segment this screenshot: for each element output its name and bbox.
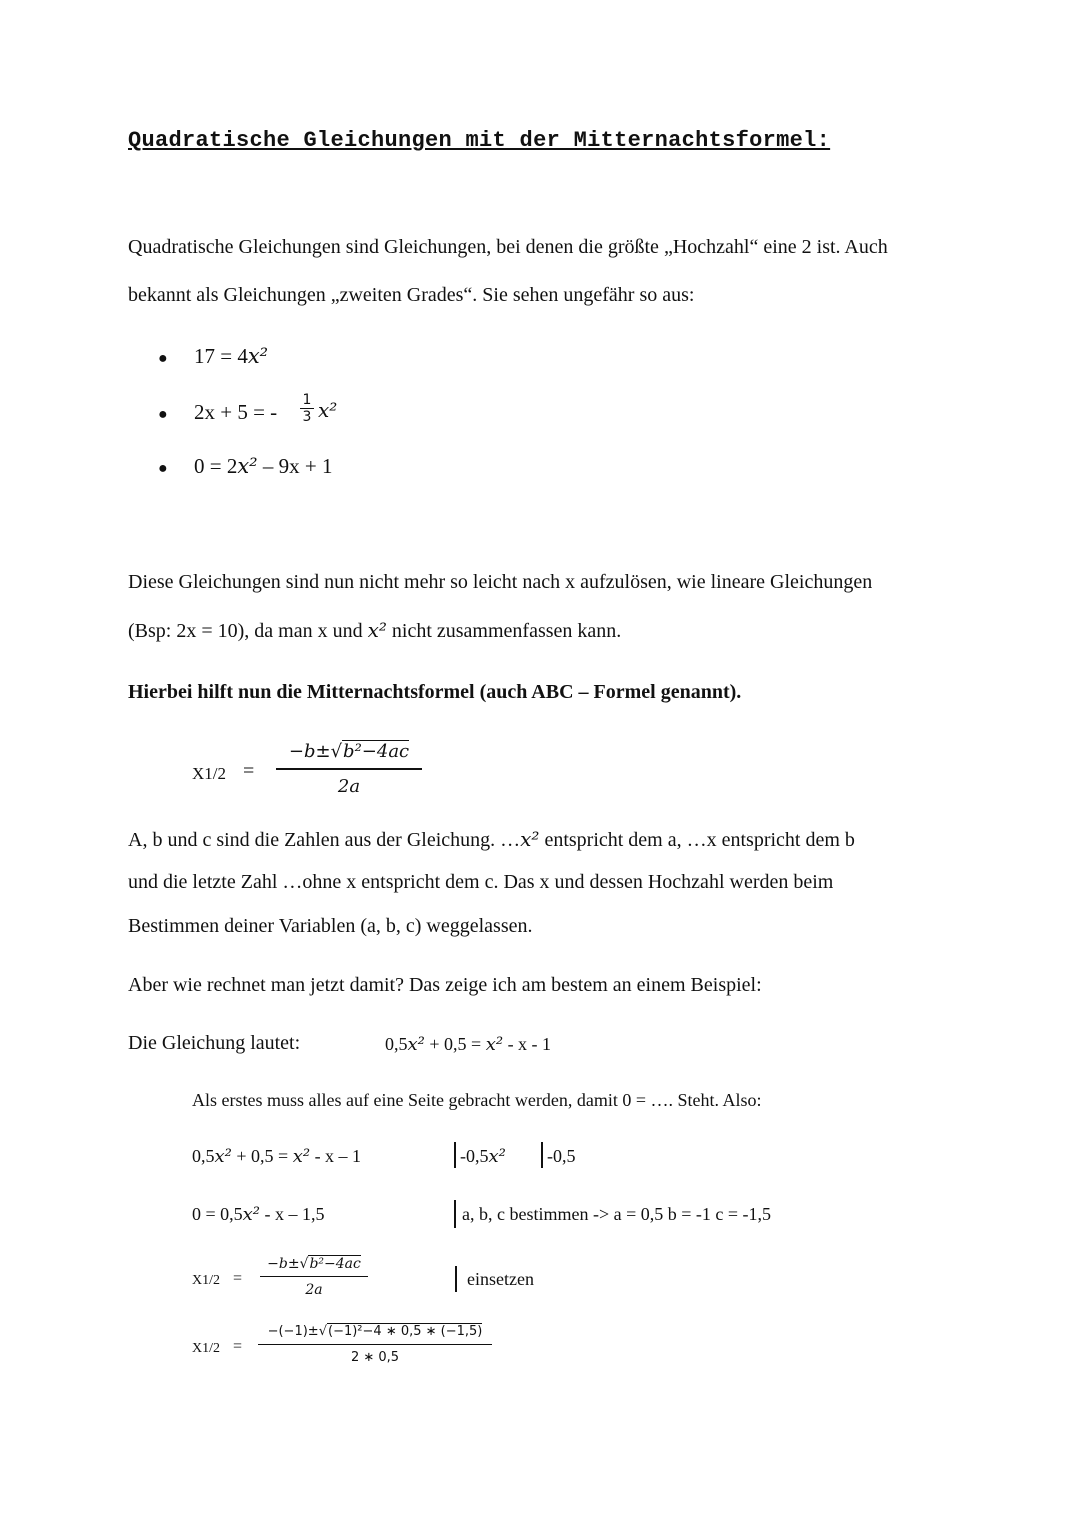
equation-expression: 0,5x² + 0,5 = x² - x - 1 bbox=[385, 1034, 552, 1055]
formula-fraction bbox=[276, 736, 422, 797]
step-1-expression: 0,5x² + 0,5 = x² - x – 1 bbox=[192, 1146, 362, 1167]
step-3-fraction bbox=[260, 1252, 368, 1298]
step-1-note-1: -0,5x² bbox=[460, 1146, 506, 1167]
step-4-denominator: 2 ∗ 0,5 bbox=[350, 1350, 400, 1365]
step-3-denominator: 2a bbox=[305, 1282, 323, 1298]
para3-line-1: A, b und c sind die Zahlen aus der Gleichung. …x² entspricht dem a, …x entspricht dem b bbox=[128, 827, 855, 851]
step-3-lhs: X1/2 bbox=[192, 1273, 220, 1288]
example-2-var: x² bbox=[318, 398, 338, 422]
step-3-divider bbox=[455, 1266, 457, 1292]
example-1: 17 = 4x² bbox=[194, 344, 269, 368]
equation-label: Die Gleichung lautet: bbox=[128, 1032, 301, 1054]
formula-equals: = bbox=[243, 760, 255, 782]
bold-statement: Hierbei hilft nun die Mitternachtsformel (auch ABC – Formel genannt). bbox=[128, 681, 742, 703]
step-3-equals: = bbox=[233, 1270, 243, 1287]
para2-line-1: Diese Gleichungen sind nun nicht mehr so leicht nach x aufzulösen, wie lineare Gleichungen bbox=[128, 571, 873, 593]
step-2-note: a, b, c bestimmen -> a = 0,5 b = -1 c = -1,5 bbox=[462, 1204, 772, 1224]
step-2-expression: 0 = 0,5x² - x – 1,5 bbox=[192, 1204, 325, 1225]
step-3-note: einsetzen bbox=[467, 1269, 534, 1289]
formula-lhs: X1/2 bbox=[192, 764, 226, 783]
example-3: 0 = 2x² – 9x + 1 bbox=[194, 454, 333, 478]
step-2-divider bbox=[454, 1200, 456, 1228]
step-3-numerator: −b±√b²−4ac bbox=[267, 1256, 361, 1272]
step-1-divider-2 bbox=[541, 1142, 543, 1168]
example-2-fraction: 1 3 bbox=[300, 392, 314, 425]
para4: Aber wie rechnet man jetzt damit? Das zeige ich am bestem an einem Beispiel: bbox=[128, 974, 762, 996]
step-4-lhs: X1/2 bbox=[192, 1341, 220, 1356]
example-2: 2x + 5 = - bbox=[194, 400, 278, 424]
step-4-equals: = bbox=[233, 1338, 243, 1355]
step-4-numerator: −(−1)±√(−1)²−4 ∗ 0,5 ∗ (−1,5) bbox=[267, 1324, 483, 1339]
para3-line-2: und die letzte Zahl …ohne x entspricht dem c. Das x und dessen Hochzahl werden beim bbox=[128, 871, 834, 893]
intro-line-1: Quadratische Gleichungen sind Gleichungen, bei denen die größte „Hochzahl“ eine 2 ist. Auch bbox=[128, 236, 888, 258]
bullet-dot: ● bbox=[158, 350, 168, 367]
formula-denominator: 2a bbox=[337, 776, 361, 797]
step-4-fraction bbox=[258, 1320, 492, 1365]
para2-line-2: (Bsp: 2x = 10), da man x und x² nicht zusammenfassen kann. bbox=[128, 618, 622, 642]
formula-numerator: −b±√b²−4ac bbox=[288, 741, 410, 762]
para3-line-3: Bestimmen deiner Variablen (a, b, c) weggelassen. bbox=[128, 915, 533, 937]
step-1-note-2: -0,5 bbox=[547, 1146, 576, 1166]
intro-line-2: bekannt als Gleichungen „zweiten Grades“. Sie sehen ungefähr so aus: bbox=[128, 284, 695, 306]
bullet-dot: ● bbox=[158, 406, 168, 423]
step-intro: Als erstes muss alles auf eine Seite gebracht werden, damit 0 = …. Steht. Also: bbox=[192, 1090, 762, 1110]
step-1-divider bbox=[454, 1142, 456, 1168]
page-title: Quadratische Gleichungen mit der Mitternachtsformel: bbox=[128, 128, 831, 153]
bullet-dot: ● bbox=[158, 460, 168, 477]
